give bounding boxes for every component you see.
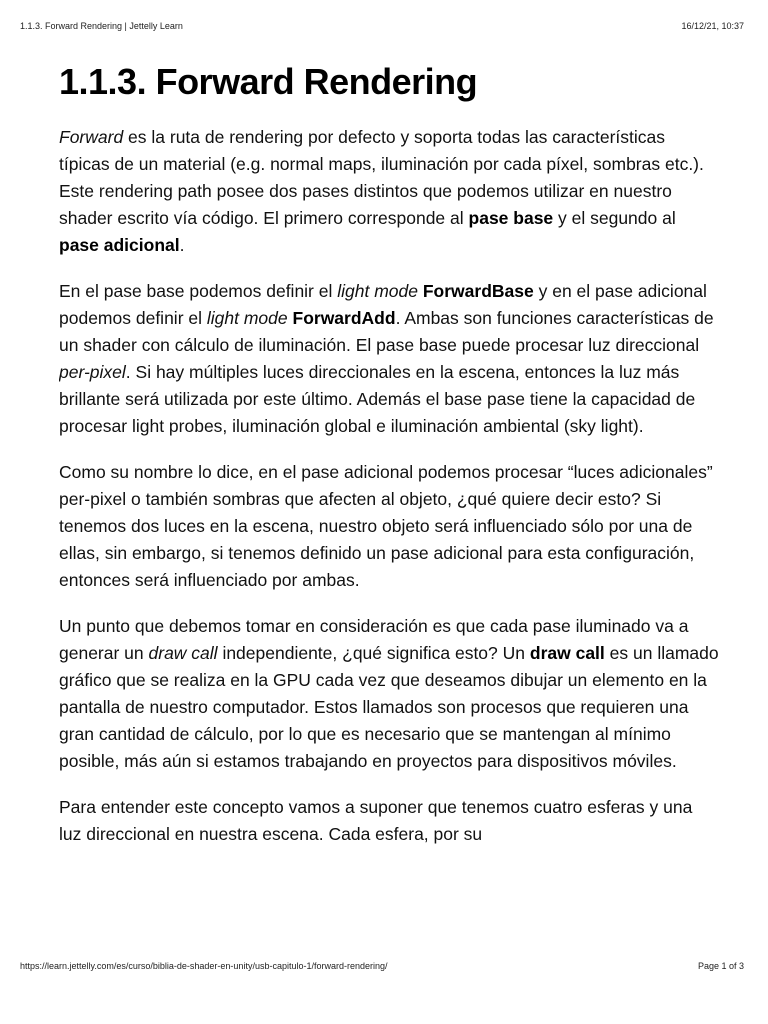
text-run: . bbox=[179, 235, 185, 255]
article-content bbox=[59, 56, 719, 934]
bold-text: draw call bbox=[529, 643, 605, 663]
print-url: https://learn.jettelly.com/es/curso/biblia-de-shader-en-unity/usb-capitulo-1/forward-rendering/ bbox=[20, 961, 388, 971]
article-title: 1.1.3. Forward Rendering bbox=[59, 61, 478, 102]
paragraph-1 bbox=[59, 124, 719, 259]
text-run: . Ambas son funciones características de un shader con cálculo de iluminación. El pase base puede procesar luz direccional bbox=[59, 308, 714, 355]
page-number: Page 1 of 3 bbox=[697, 961, 744, 971]
text-run: es un llamado gráfico que se realiza en la GPU cada vez que deseamos dibujar un elemento en la pantalla de nuestro computador. Estos llamados son procesos que requieren una gran cantidad de cálculo, por lo que es necesario que se mantengan al mínimo posible, más aún si estamos trabajando en proyectos para dispositivos móviles. bbox=[59, 643, 719, 771]
paragraph-5 bbox=[59, 794, 719, 848]
italic-text: Forward bbox=[59, 127, 124, 147]
print-page-title: 1.1.3. Forward Rendering | Jettelly Learn bbox=[20, 21, 183, 31]
italic-text: light mode bbox=[206, 308, 288, 328]
bold-text: pase adicional bbox=[59, 235, 180, 255]
print-header bbox=[0, 0, 768, 40]
text-run: En el pase base podemos definir el bbox=[59, 281, 338, 301]
bold-text: ForwardBase bbox=[422, 281, 534, 301]
text-run: y en el pase adicional podemos definir el bbox=[59, 281, 707, 328]
bold-text: pase base bbox=[468, 208, 554, 228]
paragraph-2 bbox=[59, 278, 719, 440]
italic-text: draw call bbox=[148, 643, 218, 663]
italic-text: light mode bbox=[337, 281, 418, 301]
print-footer bbox=[0, 958, 768, 982]
text-run: Un punto que debemos tomar en consideración es que cada pase iluminado va a generar un bbox=[59, 616, 689, 663]
italic-text: per-pixel bbox=[59, 362, 126, 382]
text-run: . Si hay múltiples luces direccionales en la escena, entonces la luz más brillante será utilizada por este último. Además el base pase tiene la capacidad de procesar light probes, iluminación global e iluminación ambiental (sky light). bbox=[59, 362, 696, 436]
paragraph-3 bbox=[59, 459, 719, 594]
text-run: Como su nombre lo dice, en el pase adicional podemos procesar “luces adicionales” per-pixel o también sombras que afecten al objeto, ¿qué quiere decir esto? Si tenemos dos luces en la escena, nuestro objeto será influenciado sólo por una de ellas, sin embargo, si tenemos definido un pase adicional para esta configuración, entonces será influenciado por ambas. bbox=[59, 462, 713, 590]
print-datetime: 16/12/21, 10:37 bbox=[681, 21, 744, 31]
text-run: Para entender este concepto vamos a suponer que tenemos cuatro esferas y una luz direccional en nuestra escena. Cada esfera, por su bbox=[59, 797, 693, 844]
bold-text: ForwardAdd bbox=[292, 308, 396, 328]
paragraph-4 bbox=[59, 613, 719, 775]
text-run: y el segundo al bbox=[553, 208, 676, 228]
text-run: independiente, ¿qué significa esto? Un bbox=[217, 643, 530, 663]
text-run: es la ruta de rendering por defecto y soporta todas las características típicas de un material (e.g. normal maps, iluminación por cada píxel, sombras etc.). Este rendering path posee dos pases distintos que podemos utilizar en nuestro shader escrito vía código. El primero corresponde al bbox=[59, 127, 704, 228]
